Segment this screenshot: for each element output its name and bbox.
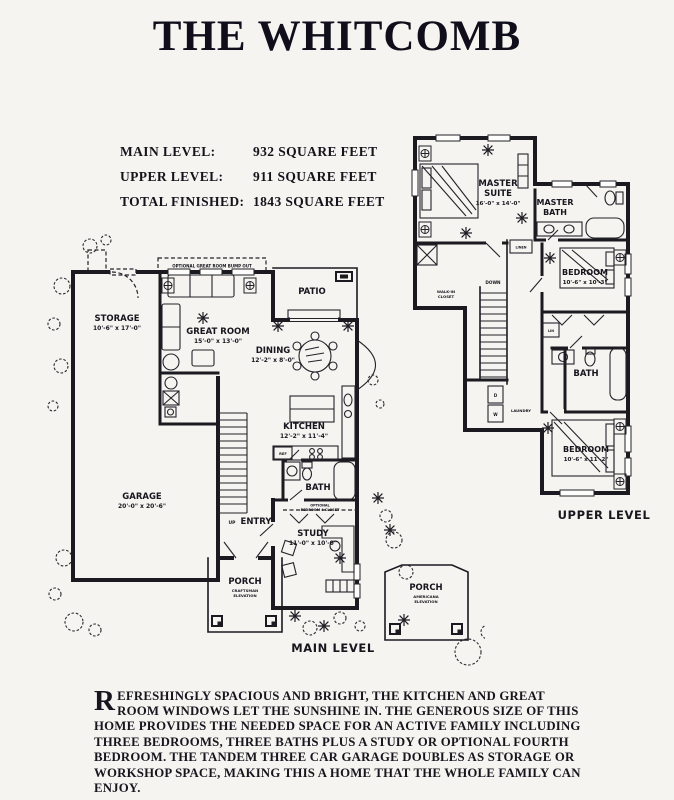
wall-fixture-icon bbox=[244, 278, 256, 293]
stairs-down bbox=[480, 280, 507, 377]
description-text: EFRESHINGLY SPACIOUS AND BRIGHT, THE KITCHEN AND GREAT ROOM WINDOWS LET THE SUNSHINE IN. THE GENEROUS SIZE OF THIS HOME PROVIDES THE NEEDED SPACE FOR AN ACTIVE FAMILY INCLUDING THREE BEDROOMS, THREE BATHS PLUS A STUDY OR OPTIONAL FOURTH BEDROOM. THE TANDEM THREE CAR GARAGE DOUBLES AS STORAGE OR WORKSHOP SPACE, MAKING THIS A HOME THAT THE WHOLE FAMILY CAN ENJOY. bbox=[94, 688, 581, 795]
master-bath-label2: BATH bbox=[543, 208, 567, 217]
porch-post-icon bbox=[212, 616, 222, 626]
garage-dims: 20'-0" x 20'-6" bbox=[117, 503, 167, 510]
plant-burst-icon bbox=[289, 610, 301, 622]
great-room-dims: 15'-0" x 13'-0" bbox=[193, 338, 243, 345]
area-row-total bbox=[120, 194, 385, 210]
description-paragraph bbox=[94, 684, 582, 796]
garage-label: GARAGE bbox=[122, 492, 162, 502]
area-row-upper bbox=[120, 169, 385, 185]
master-bath-label1: MASTER bbox=[536, 198, 574, 207]
bedroom1-label: BEDROOM bbox=[562, 268, 608, 277]
linen-closet bbox=[510, 240, 559, 337]
bath-label: BATH bbox=[573, 369, 599, 379]
area-table bbox=[120, 144, 385, 219]
lin-label: LIN bbox=[547, 329, 555, 333]
wall-fixture-icon bbox=[419, 222, 431, 237]
upper-level-drawing bbox=[402, 126, 658, 530]
study-furniture bbox=[281, 514, 354, 592]
ceiling-fan-icon bbox=[542, 422, 554, 434]
bath-label: BATH bbox=[305, 483, 331, 493]
dining-table bbox=[293, 332, 337, 380]
plant-burst-icon bbox=[318, 620, 330, 632]
porch-americana bbox=[385, 565, 468, 640]
dining-label: DINING bbox=[255, 346, 291, 356]
porch-left-sub1: CRAFTSMAN bbox=[231, 588, 259, 593]
porch-left-sub2: ELEVATION bbox=[233, 593, 257, 598]
optional-bumpout-label: OPTIONAL GREAT ROOM BUMP OUT bbox=[172, 263, 252, 269]
plant-burst-icon bbox=[334, 552, 346, 564]
kitchen-dims: 12'-2" x 11'-4" bbox=[279, 433, 329, 440]
ceiling-fan-icon bbox=[482, 144, 494, 156]
bedroom1-dims: 10'-6" x 10'-3" bbox=[562, 280, 608, 286]
master-suite-label1: MASTER bbox=[478, 179, 518, 189]
openings bbox=[412, 135, 631, 496]
great-room-furniture bbox=[162, 275, 256, 370]
main-bath-fixtures bbox=[284, 462, 355, 500]
kitchen-label: KITCHEN bbox=[283, 422, 325, 432]
dining-dims: 12'-2" x 8'-0" bbox=[251, 357, 295, 364]
area-value: 1843 SQUARE FEET bbox=[253, 194, 385, 209]
porch-post-icon bbox=[452, 624, 462, 634]
upper-level-plan bbox=[402, 126, 658, 530]
ref-label: REF bbox=[279, 452, 287, 456]
porch-right-sub2: ELEVATION bbox=[414, 599, 438, 604]
study-dims: 11'-0" x 10'-0" bbox=[288, 540, 338, 547]
ceiling-fan-icon bbox=[544, 252, 556, 264]
porch-right-label: PORCH bbox=[409, 583, 443, 593]
area-label: TOTAL FINISHED: bbox=[120, 194, 245, 209]
dryer-label: D bbox=[493, 393, 498, 398]
stairs-up-label: UP bbox=[228, 521, 236, 526]
optional-bed4-line1: OPTIONAL bbox=[310, 503, 330, 508]
master-suite-label2: SUITE bbox=[484, 189, 512, 199]
wall-fixture-icon bbox=[419, 146, 431, 161]
bedroom2-dims: 10'-6" x 11'-2" bbox=[563, 457, 609, 463]
entry-label: ENTRY bbox=[240, 517, 272, 527]
wall-fixture-icon bbox=[614, 419, 626, 434]
plant-burst-icon bbox=[384, 524, 396, 536]
laundry-fixtures bbox=[488, 386, 503, 422]
wall-fixture-icon bbox=[614, 250, 626, 265]
interior-walls bbox=[160, 272, 357, 510]
storage-dims: 10'-6" x 17'-0" bbox=[92, 325, 142, 332]
exterior-walls bbox=[415, 138, 628, 493]
optional-bed4-line2: BEDROOM 4 CLOSET bbox=[300, 507, 340, 512]
patio-label: PATIO bbox=[298, 287, 326, 297]
area-label: UPPER LEVEL: bbox=[120, 169, 224, 184]
powder-room-fixtures bbox=[163, 377, 179, 417]
master-suite-dims: 16'-0" x 14'-0" bbox=[475, 201, 521, 207]
bedroom2-furniture bbox=[542, 419, 626, 489]
area-label: MAIN LEVEL: bbox=[120, 144, 216, 159]
plant-burst-icon bbox=[516, 212, 528, 224]
area-row-main bbox=[120, 144, 385, 160]
plant-burst-icon bbox=[372, 492, 384, 504]
study-label: STUDY bbox=[297, 529, 329, 539]
area-value: 932 SQUARE FEET bbox=[253, 144, 378, 159]
plant-burst-icon bbox=[460, 227, 472, 239]
page-title: THE WHITCOMB bbox=[152, 13, 522, 60]
porch-left-label: PORCH bbox=[228, 577, 262, 587]
drop-cap: R bbox=[94, 684, 116, 717]
wall-fixture-icon bbox=[614, 474, 626, 489]
storage-label: STORAGE bbox=[94, 314, 140, 324]
great-room-label: GREAT ROOM bbox=[186, 327, 250, 337]
bedroom2-label: BEDROOM bbox=[563, 445, 609, 454]
porch-post-icon bbox=[266, 616, 276, 626]
laundry-label: LAUNDRY bbox=[510, 408, 532, 413]
walk-in-label2: CLOSET bbox=[437, 294, 455, 299]
stairs-up bbox=[218, 413, 247, 526]
area-value: 911 SQUARE FEET bbox=[253, 169, 377, 184]
ceiling-fan-icon bbox=[197, 312, 209, 324]
washer-label: W bbox=[493, 412, 498, 417]
main-level-caption: MAIN LEVEL bbox=[291, 641, 375, 655]
linen-label: LINEN bbox=[515, 245, 527, 250]
upper-level-caption: UPPER LEVEL bbox=[557, 508, 651, 522]
stairs-down-label: DOWN bbox=[485, 280, 501, 285]
walk-in-label1: WALK-IN bbox=[436, 289, 456, 294]
porch-right-sub1: AMERICANA bbox=[413, 594, 439, 599]
porch-post-icon bbox=[390, 624, 400, 634]
